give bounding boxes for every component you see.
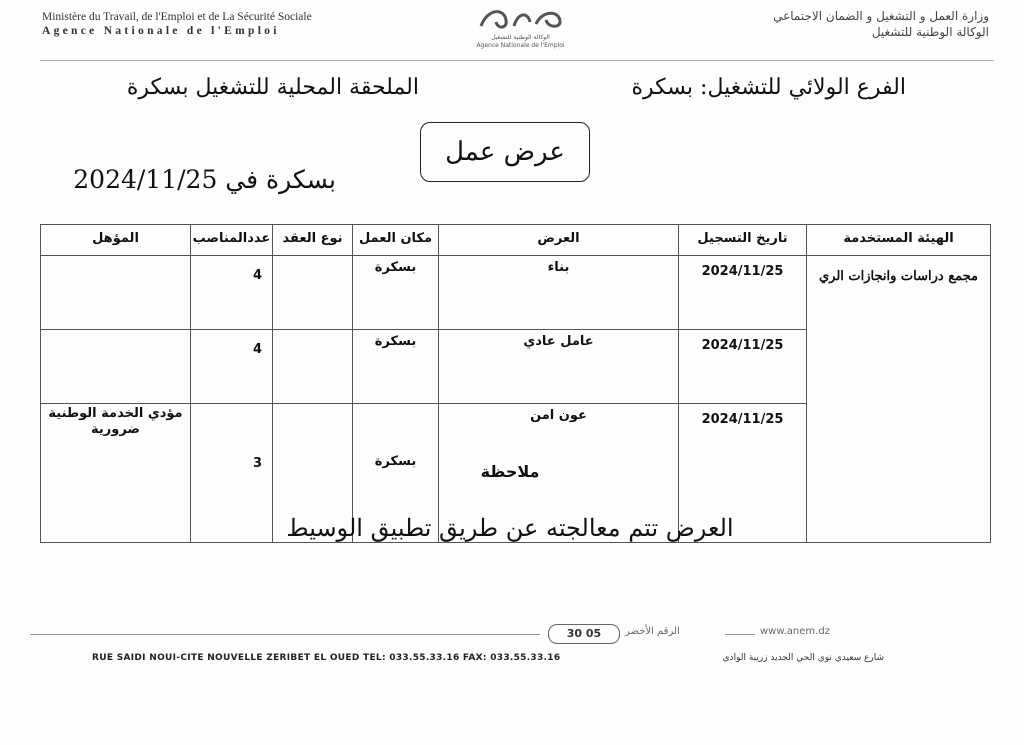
work-location: بسكرة (353, 330, 439, 404)
local-branch: الملحقة المحلية للتشغيل بسكرة (126, 75, 419, 100)
work-location: بسكرة (353, 256, 439, 330)
registration-date: 2024/11/25 (679, 404, 807, 543)
table-header-row (41, 225, 991, 256)
anem-logo-icon (476, 2, 566, 34)
agency-name-fr: Agence Nationale de l'Emploi (42, 25, 280, 37)
offer-title: عون امن (439, 404, 679, 543)
anem-logo (458, 2, 583, 50)
positions-count: 4 (191, 256, 273, 330)
positions-count: 4 (191, 330, 273, 404)
qualification: مؤدي الخدمة الوطنية ضرورية (41, 404, 191, 543)
ministry-name-ar: وزارة العمل و التشغيل و الضمان الاجتماعي (773, 9, 989, 23)
header-qualification: المؤهل (41, 225, 191, 256)
qualification (41, 330, 191, 404)
footer-address-fr: RUE SAIDI NOUI-CITE NOUVELLE ZERIBET EL OUED TEL: 033.55.33.16 FAX: 033.55.33.16 (92, 653, 561, 663)
offer-title: بناء (439, 256, 679, 330)
header-contract-type: نوع العقد (273, 225, 353, 256)
registration-date: 2024/11/25 (679, 330, 807, 404)
header-positions-count: عددالمناصب (191, 225, 273, 256)
contract-type (273, 330, 353, 404)
header-divider (40, 60, 994, 61)
header-arabic (773, 8, 989, 40)
header-work-location: مكان العمل (353, 225, 439, 256)
green-number: 30 05 (548, 624, 620, 644)
qualification (41, 256, 191, 330)
job-offers-table (40, 224, 991, 543)
header-employer: الهيئة المستخدمة (807, 225, 991, 256)
footer-address-ar: شارع سعيدي نوي الحي الجديد زريبة الوادي (722, 653, 884, 663)
logo-caption-fr: Agence Nationale de l'Emploi (476, 42, 565, 49)
logo-caption-ar: الوكالة الوطنية للتشغيل (491, 34, 550, 41)
table-row (41, 256, 991, 330)
green-number-label: الرقم الأخضر (625, 626, 680, 637)
note-label: ملاحظة (480, 462, 540, 481)
registration-date: 2024/11/25 (679, 256, 807, 330)
place-and-date: بسكرة في 2024/11/25 (73, 165, 336, 194)
work-location: بسكرة (353, 404, 439, 543)
footer-divider-short (725, 634, 755, 635)
contract-type (273, 256, 353, 330)
header-registration-date: تاريخ التسجيل (679, 225, 807, 256)
offer-title: عامل عادي (439, 330, 679, 404)
footer-divider (30, 634, 540, 635)
header-offer: العرض (439, 225, 679, 256)
document-title: عرض عمل (420, 122, 590, 182)
note-text: العرض تتم معالجته عن طريق تطبيق الوسيط (286, 514, 734, 542)
ministry-name-fr: Ministère du Travail, de l'Emploi et de La Sécurité Sociale (42, 11, 312, 23)
website-link[interactable]: www.anem.dz (760, 626, 830, 637)
state-branch: الفرع الولائي للتشغيل: بسكرة (631, 75, 906, 100)
agency-name-ar: الوكالة الوطنية للتشغيل (871, 25, 989, 39)
positions-count: 3 (191, 404, 273, 543)
header-french (42, 10, 312, 38)
employer-name: مجمع دراسات وانجازات الري (807, 256, 991, 543)
